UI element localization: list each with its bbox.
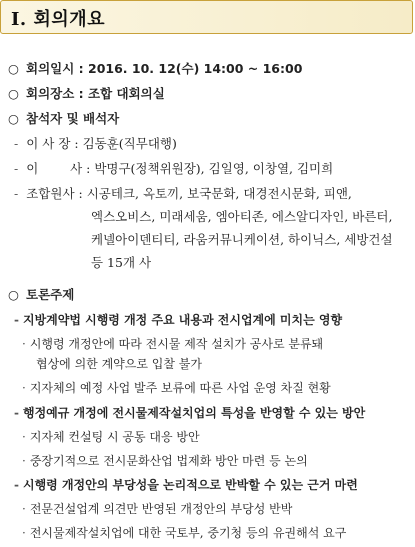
meeting-datetime-text: 회의일시 : 2016. 10. 12(수) 14:00 ~ 16:00 (26, 61, 303, 76)
dash-bullet: - (14, 161, 19, 176)
circle-bullet-icon: ○ (8, 287, 19, 302)
topic-subitem (22, 501, 292, 517)
attendee-role: 이 사 장 : (26, 136, 79, 151)
dot-bullet: · (22, 337, 26, 351)
topic-text: 전시물제작설치업에 대한 국토부, 중기청 등의 유권해석 요구 (29, 526, 347, 540)
attendees-heading (8, 111, 119, 127)
meeting-place (8, 86, 165, 102)
circle-bullet-icon: ○ (8, 61, 19, 76)
dash-bullet: - (14, 406, 19, 420)
topic-subitem-cont (36, 356, 202, 372)
section-title: Ⅰ. 회의개요 (11, 9, 106, 30)
attendee-directors (14, 161, 333, 177)
topic-text: 시행령 개정안의 부당성을 논리적으로 반박할 수 있는 근거 마련 (22, 478, 358, 492)
topic-subitem (22, 380, 331, 396)
section-title-bar (0, 0, 413, 34)
topic-text: 지방계약법 시행령 개정 주요 내용과 전시업계에 미치는 영향 (22, 313, 343, 327)
meeting-place-text: 회의장소 : 조합 대회의실 (26, 86, 165, 101)
dash-bullet: - (14, 186, 19, 201)
attendee-role: 조합원사 : (26, 186, 83, 201)
member-list-line: 케넬아이덴티티, 라움커뮤니케이션, 하이닉스, 세방건설 (91, 232, 393, 247)
topics-heading-text: 토론주제 (26, 287, 75, 302)
attendee-chair (14, 136, 177, 152)
attendees-heading-text: 참석자 및 배석자 (26, 111, 120, 126)
topic-text: 시행령 개정안에 따라 전시물 제작 설치가 공사로 분류돼 (29, 337, 324, 351)
dot-bullet: · (22, 526, 26, 540)
topic-text: 중장기적으로 전시문화산업 법제화 방안 마련 등 논의 (29, 454, 308, 468)
meeting-datetime (8, 61, 302, 77)
topic-item (14, 405, 365, 421)
topic-text: 행정예규 개정에 전시물제작설치업의 특성을 반영할 수 있는 방안 (22, 406, 366, 420)
member-list-line: 시공테크, 옥토끼, 보국문화, 대경전시문화, 피앤, (86, 186, 352, 201)
dot-bullet: · (22, 381, 26, 395)
topic-text: 전문건설업계 의견만 반영된 개정안의 부당성 반박 (29, 502, 293, 516)
dash-bullet: - (14, 313, 19, 327)
dash-bullet: - (14, 136, 19, 151)
attendee-names: 박명구(정책위원장), 김일영, 이창열, 김미희 (94, 161, 334, 176)
topic-subitem (22, 429, 200, 445)
topics-heading (8, 287, 74, 303)
topic-item (14, 477, 358, 493)
attendee-members (14, 186, 352, 202)
attendee-role: 이 사 : (26, 161, 91, 176)
member-list-line: 엑스오비스, 미래세움, 엠아티존, 에스알디자인, 바른터, (91, 209, 393, 224)
dash-bullet: - (14, 478, 19, 492)
topic-text: 지자체 컨설팅 시 공동 대응 방안 (29, 430, 200, 444)
attendee-names: 김동훈(직무대행) (82, 136, 177, 151)
topic-subitem (22, 453, 308, 469)
circle-bullet-icon: ○ (8, 111, 19, 126)
dot-bullet: · (22, 430, 26, 444)
topic-item (14, 312, 342, 328)
dot-bullet: · (22, 502, 26, 516)
member-list-line: 등 15개 사 (91, 255, 152, 270)
topic-text: 협상에 의한 계약으로 입찰 불가 (36, 357, 202, 371)
circle-bullet-icon: ○ (8, 86, 19, 101)
topic-text: 지자체의 예정 사업 발주 보류에 따른 사업 운영 차질 현황 (29, 381, 331, 395)
topic-subitem (22, 525, 346, 541)
dot-bullet: · (22, 454, 26, 468)
topic-subitem (22, 336, 323, 352)
